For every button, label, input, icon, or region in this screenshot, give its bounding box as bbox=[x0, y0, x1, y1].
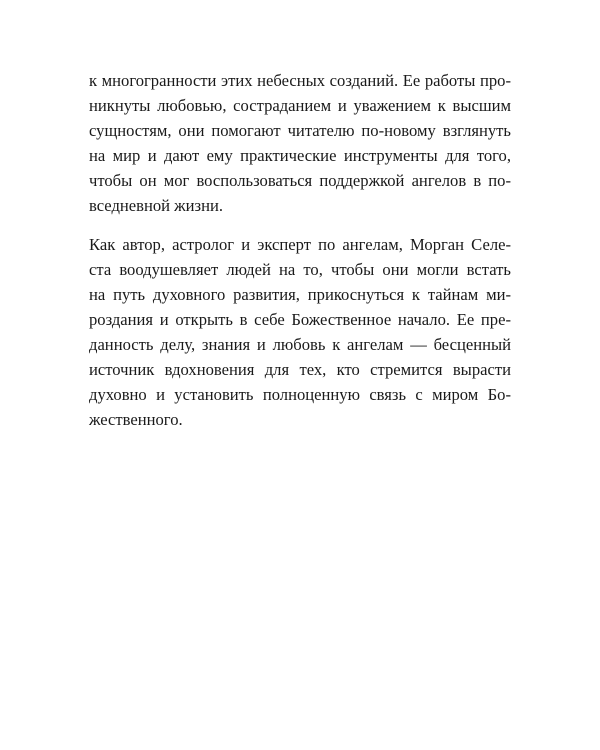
text-line: ста воодушевляет людей на то, чтобы они могли встать bbox=[89, 260, 511, 279]
text-line: роздания и открыть в себе Божественное начало. Ее пре- bbox=[89, 310, 511, 329]
text-line: Как автор, астролог и эксперт по ангелам, Морган Селе- bbox=[89, 235, 511, 254]
paragraph-spacer bbox=[89, 218, 511, 232]
text-line: никнуты любовью, состраданием и уважением к высшим bbox=[89, 96, 511, 115]
text-line: вседневной жизни. bbox=[89, 196, 223, 215]
text-line: сущностям, они помогают читателю по-новому взглянуть bbox=[89, 121, 511, 140]
text-line: на путь духовного развития, прикоснуться к тайнам ми- bbox=[89, 285, 511, 304]
paragraph-2 bbox=[89, 232, 511, 432]
text-line: духовно и установить полноценную связь с миром Бо- bbox=[89, 385, 511, 404]
text-line: источник вдохновения для тех, кто стремится вырасти bbox=[89, 360, 511, 379]
text-line: данность делу, знания и любовь к ангелам — бесценный bbox=[89, 335, 511, 354]
text-line: на мир и дают ему практические инструменты для того, bbox=[89, 146, 511, 165]
body-text bbox=[89, 68, 511, 432]
text-line: жественного. bbox=[89, 410, 183, 429]
text-line: чтобы он мог воспользоваться поддержкой ангелов в по- bbox=[89, 171, 511, 190]
text-line: к многогранности этих небесных созданий. Ее работы про- bbox=[89, 71, 511, 90]
paragraph-1 bbox=[89, 68, 511, 218]
